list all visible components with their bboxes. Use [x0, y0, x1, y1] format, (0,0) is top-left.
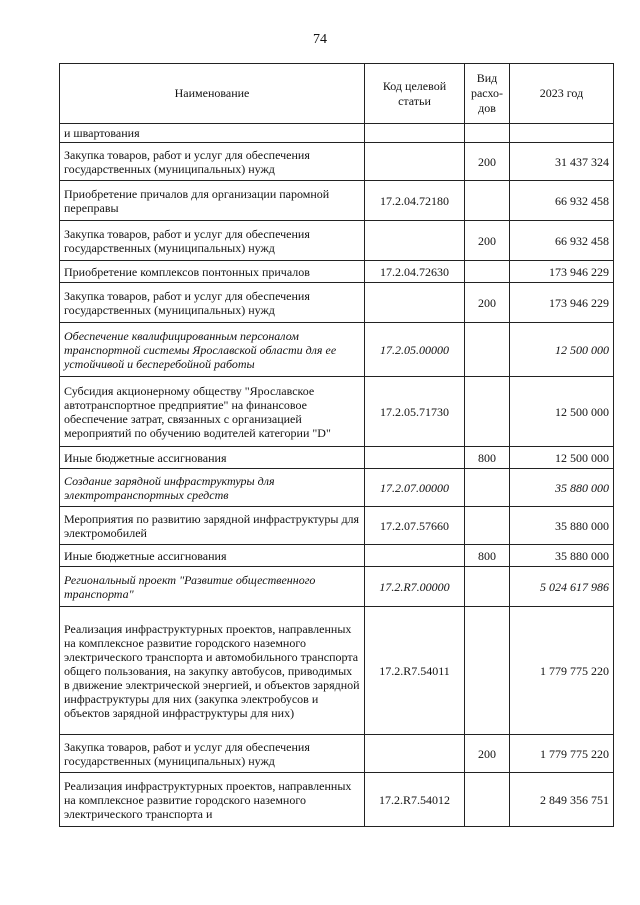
- row-amount: 2 849 356 751: [510, 773, 614, 827]
- row-amount: 35 880 000: [510, 545, 614, 567]
- table-row: [60, 507, 614, 545]
- row-name: Закупка товаров, работ и услуг для обеспечения государственных (муниципальных) нужд: [60, 221, 365, 261]
- row-name: Закупка товаров, работ и услуг для обеспечения государственных (муниципальных) нужд: [60, 283, 365, 323]
- row-amount: 35 880 000: [510, 469, 614, 507]
- table-row: [60, 773, 614, 827]
- row-amount: 35 880 000: [510, 507, 614, 545]
- row-name: Иные бюджетные ассигнования: [60, 545, 365, 567]
- table-row: [60, 323, 614, 377]
- table-row: [60, 735, 614, 773]
- row-type: 800: [465, 447, 510, 469]
- row-code: 17.2.05.71730: [365, 377, 465, 447]
- table-row: [60, 567, 614, 607]
- row-type: [465, 261, 510, 283]
- row-name: Реализация инфраструктурных проектов, направленных на комплексное развитие городского наземного электрического транспорта и автомобильного транспорта общего пользования, на закупку автобусов, приводимых в движение электрической энергией, и объектов зарядной инфраструктуры для них (закупка электробусов и объектов зарядной инфраструктуры для них): [60, 607, 365, 735]
- row-name: Приобретение причалов для организации паромной переправы: [60, 181, 365, 221]
- budget-table: [59, 63, 614, 827]
- row-name: Иные бюджетные ассигнования: [60, 447, 365, 469]
- row-name: Субсидия акционерному обществу "Ярославское автотранспортное предприятие" на финансовое обеспечение затрат, связанных с организацией мероприятий по обучению водителей категории "D": [60, 377, 365, 447]
- table-row: [60, 283, 614, 323]
- row-type: 200: [465, 143, 510, 181]
- row-code: [365, 447, 465, 469]
- table-row: [60, 143, 614, 181]
- row-type: 200: [465, 221, 510, 261]
- row-name: и швартования: [60, 124, 365, 143]
- table-row: [60, 124, 614, 143]
- row-type: [465, 181, 510, 221]
- table-row: [60, 607, 614, 735]
- row-code: [365, 221, 465, 261]
- row-code: [365, 545, 465, 567]
- table-row: [60, 261, 614, 283]
- row-code: 17.2.05.00000: [365, 323, 465, 377]
- table-row: [60, 447, 614, 469]
- row-type: 200: [465, 735, 510, 773]
- row-type: [465, 567, 510, 607]
- row-amount: 5 024 617 986: [510, 567, 614, 607]
- row-code: [365, 735, 465, 773]
- row-amount: 1 779 775 220: [510, 607, 614, 735]
- header-year: 2023 год: [510, 64, 614, 124]
- row-amount: 12 500 000: [510, 447, 614, 469]
- row-code: [365, 124, 465, 143]
- row-name: Мероприятия по развитию зарядной инфраструктуры для электромобилей: [60, 507, 365, 545]
- row-code: 17.2.04.72630: [365, 261, 465, 283]
- page-number: 74: [313, 32, 327, 47]
- row-name: Создание зарядной инфраструктуры для электротранспортных средств: [60, 469, 365, 507]
- row-amount: 12 500 000: [510, 377, 614, 447]
- row-amount: 31 437 324: [510, 143, 614, 181]
- table-row: [60, 469, 614, 507]
- row-type: 200: [465, 283, 510, 323]
- row-type: [465, 607, 510, 735]
- row-type: [465, 773, 510, 827]
- row-name: Региональный проект "Развитие общественного транспорта": [60, 567, 365, 607]
- row-type: [465, 377, 510, 447]
- row-code: 17.2.04.72180: [365, 181, 465, 221]
- table-row: [60, 221, 614, 261]
- header-type: Вид расхо-дов: [465, 64, 510, 124]
- row-code: 17.2.07.57660: [365, 507, 465, 545]
- row-amount: 173 946 229: [510, 261, 614, 283]
- row-name: Обеспечение квалифицированным персоналом транспортной системы Ярославской области для ее устойчивой и бесперебойной работы: [60, 323, 365, 377]
- table-row: [60, 181, 614, 221]
- table-row: [60, 545, 614, 567]
- row-type: [465, 469, 510, 507]
- row-name: Закупка товаров, работ и услуг для обеспечения государственных (муниципальных) нужд: [60, 735, 365, 773]
- row-amount: 173 946 229: [510, 283, 614, 323]
- table-header-row: [60, 64, 614, 124]
- row-amount: 12 500 000: [510, 323, 614, 377]
- row-type: [465, 323, 510, 377]
- row-amount: 1 779 775 220: [510, 735, 614, 773]
- row-amount: 66 932 458: [510, 181, 614, 221]
- row-name: Закупка товаров, работ и услуг для обеспечения государственных (муниципальных) нужд: [60, 143, 365, 181]
- row-name: Приобретение комплексов понтонных причалов: [60, 261, 365, 283]
- row-amount: [510, 124, 614, 143]
- row-amount: 66 932 458: [510, 221, 614, 261]
- row-code: 17.2.R7.54011: [365, 607, 465, 735]
- table-row: [60, 377, 614, 447]
- row-code: 17.2.R7.54012: [365, 773, 465, 827]
- row-code: [365, 283, 465, 323]
- row-code: 17.2.07.00000: [365, 469, 465, 507]
- row-code: 17.2.R7.00000: [365, 567, 465, 607]
- header-name: Наименование: [60, 64, 365, 124]
- row-type: 800: [465, 545, 510, 567]
- header-code: Код целевой статьи: [365, 64, 465, 124]
- row-code: [365, 143, 465, 181]
- row-name: Реализация инфраструктурных проектов, направленных на комплексное развитие городского наземного электрического транспорта и: [60, 773, 365, 827]
- row-type: [465, 124, 510, 143]
- row-type: [465, 507, 510, 545]
